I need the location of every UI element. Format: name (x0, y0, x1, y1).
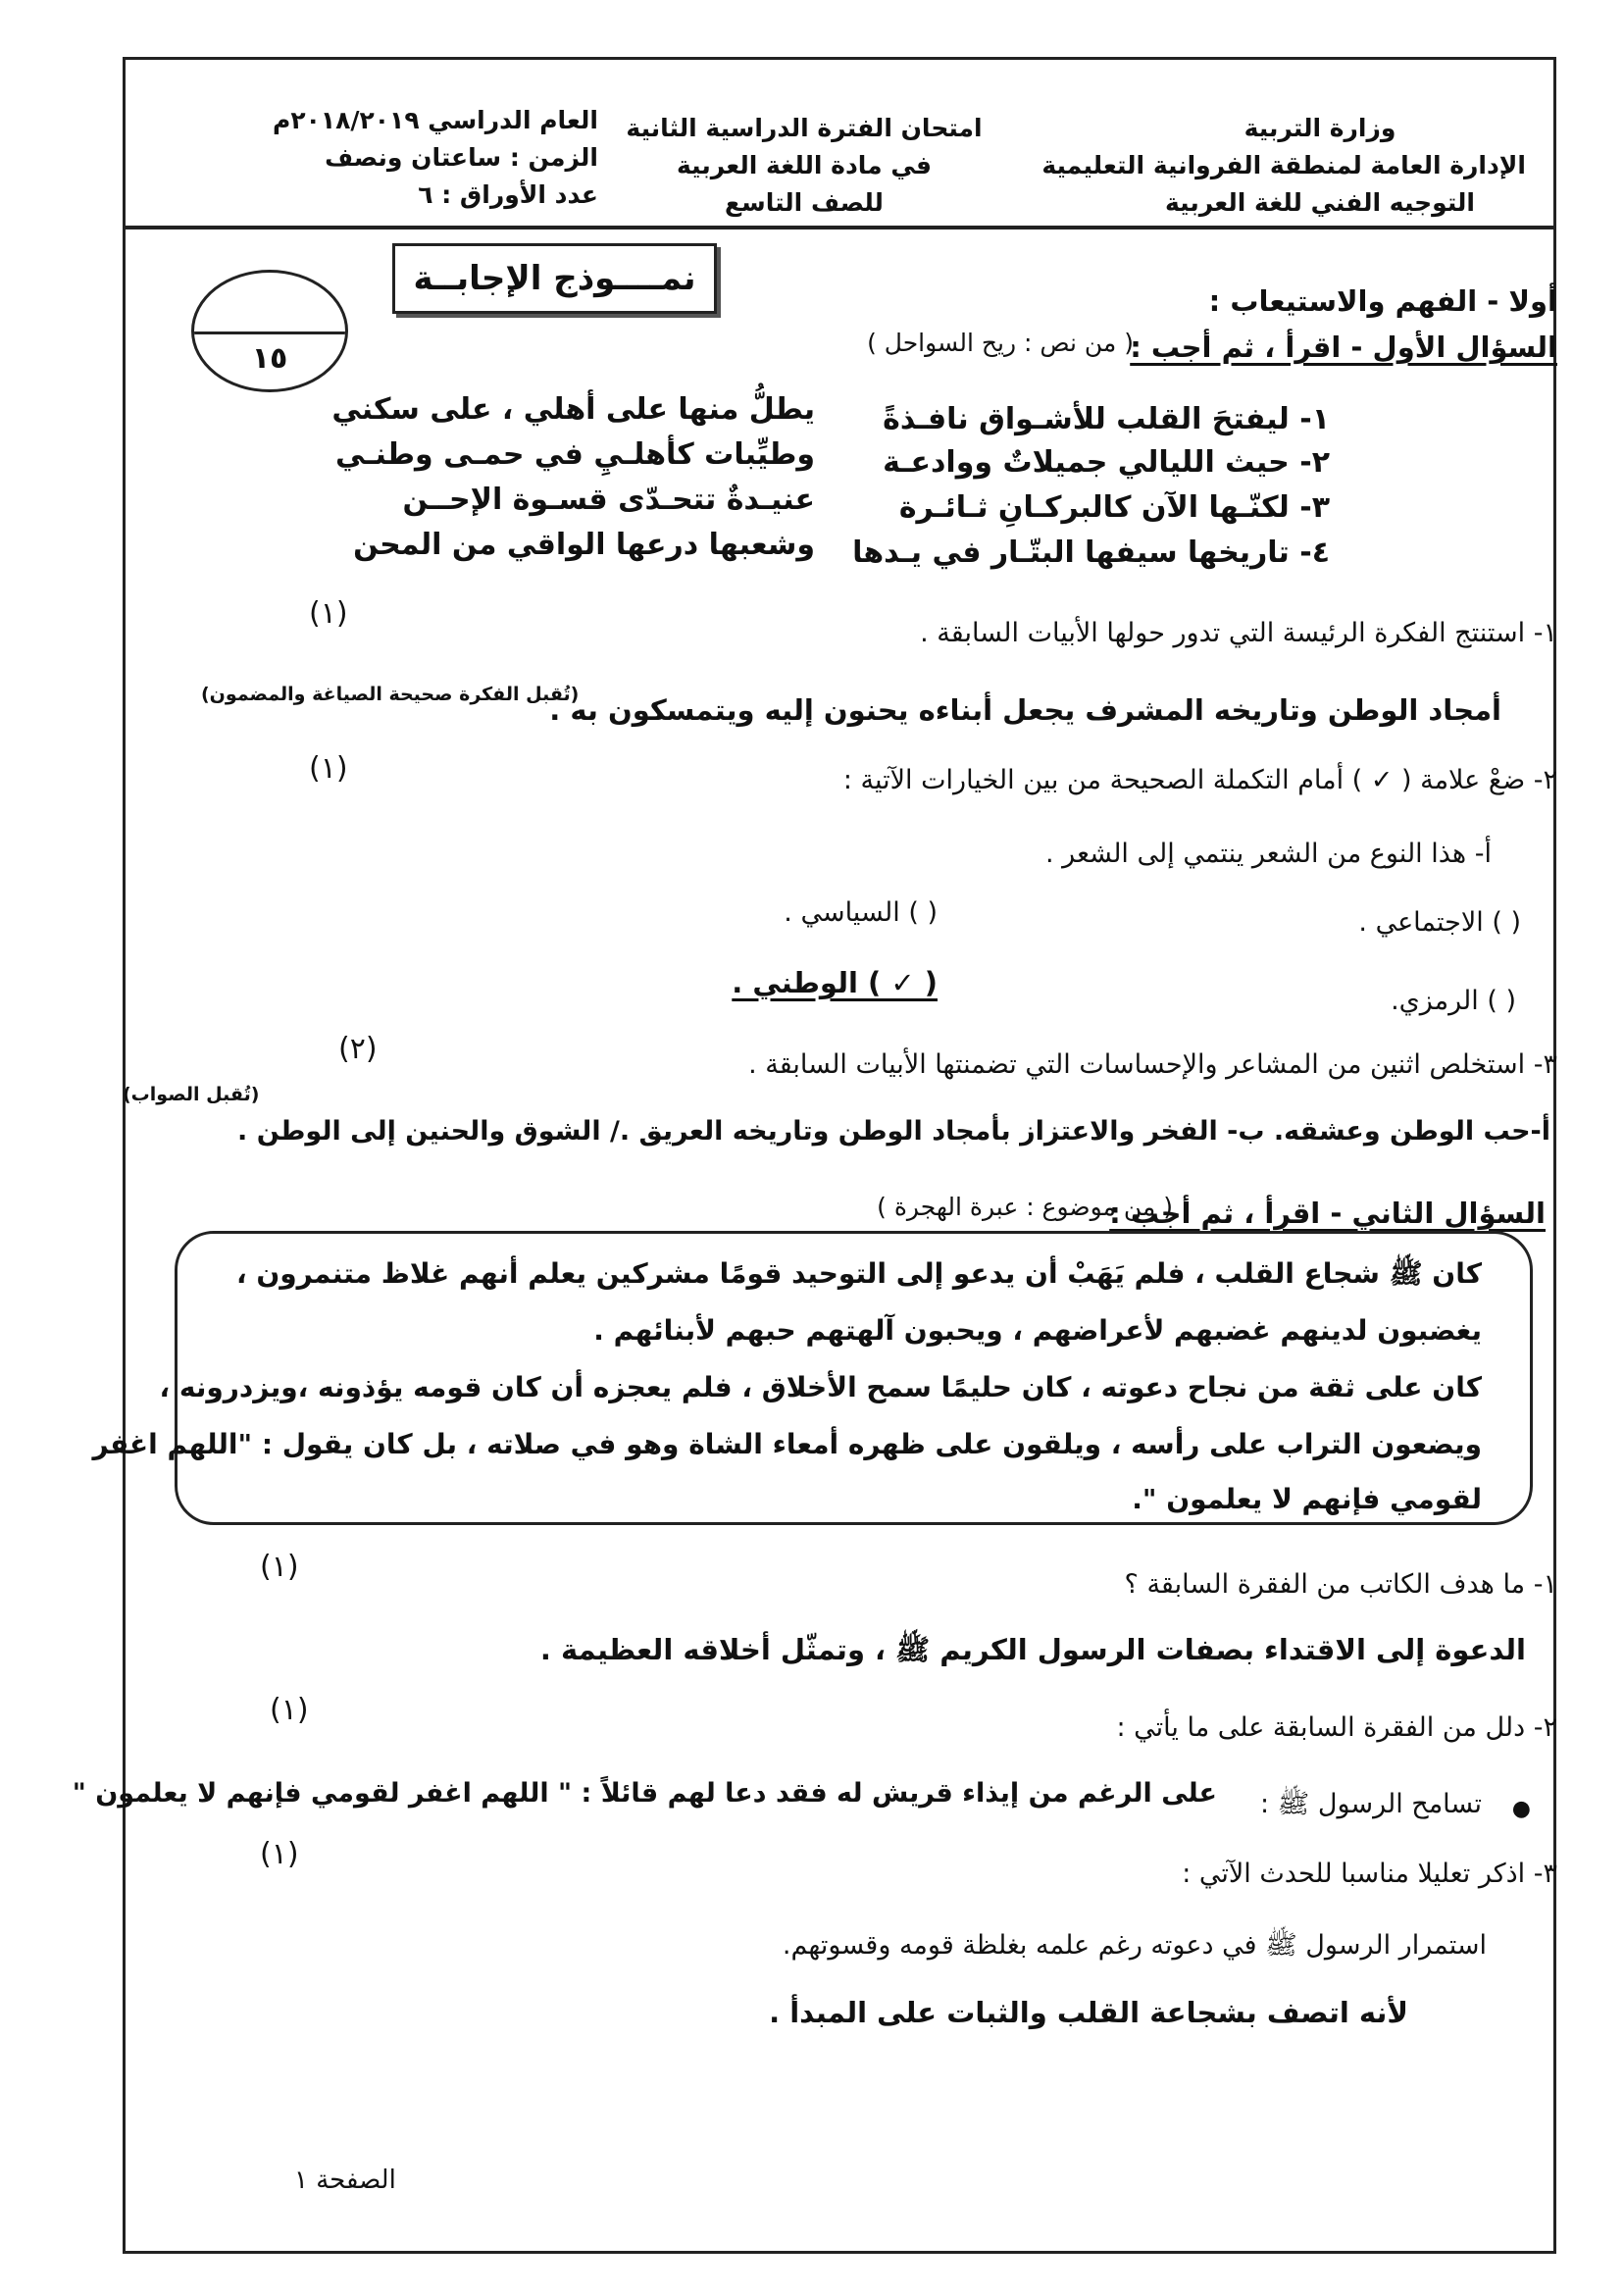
exam-grade: للصف التاسع (725, 188, 884, 217)
q2-item2-question: ٢- دلل من الفقرة السابقة على ما يأتي : (1116, 1712, 1557, 1743)
q1-item3-mark: (٢) (338, 1032, 378, 1066)
question-2-heading: السؤال الثاني - اقرأ ، ثم أجب : (1109, 1197, 1546, 1230)
q1-item3-question: ٣- استخلص اثنين من المشاعر والإحساسات التي تضمنتها الأبيات السابقة . (748, 1049, 1557, 1080)
score-divider (194, 331, 345, 334)
header-right (1041, 110, 1526, 222)
q2-item3-answer: لأنه اتصف بشجاعة القلب والثبات على المبدأ . (769, 1996, 1408, 2029)
passage-line-5: لقومي فإنهم لا يعلمون ". (1132, 1483, 1482, 1515)
poem-line-1-left: يطلُّ منها على أهلي ، على سكني (331, 392, 815, 427)
header-divider (126, 226, 1553, 229)
q1-item3-note: (تُقبل الصواب) (123, 1084, 260, 1105)
section-title: أولا - الفهم والاستيعاب : (1208, 284, 1557, 318)
passage-line-1: كان ﷺ شجاع القلب ، فلم يَهَبْ أن يدعو إلى التوحيد قومًا مشركين يعلم أنهم غلاظ متنمرون ، (235, 1257, 1482, 1290)
q2-item3-question: ٣- اذكر تعليلا مناسبا للحدث الآتي : (1182, 1859, 1557, 1889)
question-1-source: ( من نص : ريح السواحل ) (867, 329, 1134, 357)
header-left (226, 102, 598, 214)
exam-subject: في مادة اللغة العربية (676, 151, 933, 179)
q2-item3-event: استمرار الرسول ﷺ في دعوته رغم علمه بغلظة قومه وقسوتهم. (782, 1930, 1487, 1961)
page-number: الصفحة ١ (294, 2166, 396, 2195)
option-social: ( ) الاجتماعي . (1358, 907, 1521, 938)
poem-line-3-left: عنيـدةٌ تتحـدّى قسـوة الإحــن (402, 483, 815, 517)
academic-year: العام الدراسي ٢٠١٨/٢٠١٩م (273, 106, 598, 134)
sheet-count: عدد الأوراق : ٦ (418, 180, 598, 209)
score-circle (191, 270, 348, 392)
q2-item2-answer: على الرغم من إيذاء قريش له فقد دعا لهم قائلاً : " اللهم اغفر لقومي فإنهم لا يعلمون " (72, 1778, 1217, 1809)
q2-item1-mark: (١) (260, 1550, 299, 1584)
q1-item1-question: ١- استنتج الفكرة الرئيسة التي تدور حولها الأبيات السابقة . (920, 618, 1557, 648)
poem-line-4-left: وشعبها درعها الواقي من المحن (353, 528, 815, 562)
exam-duration: الزمن : ساعتان ونصف (325, 143, 598, 172)
option-symbolic: ( ) الرمزي. (1391, 986, 1516, 1016)
poem-line-4-right: ٤- تاريخها سيفها البتّـار في يـدها (852, 535, 1330, 570)
bullet-icon: ● (1511, 1797, 1531, 1821)
supervision-name: التوجيه الفني للغة العربية (1164, 188, 1475, 217)
q1-item2-sub: أ- هذا النوع من الشعر ينتمي إلى الشعر . (1045, 839, 1492, 869)
passage-line-3: كان على ثقة من نجاح دعوته ، كان حليمًا سمح الأخلاق ، فلم يعجزه أن كان قومه يؤذونه ،ويزدرونه ، (159, 1371, 1482, 1403)
q1-item2-question: ٢- ضعْ علامة ( ✓ ) أمام التكملة الصحيحة من بين الخيارات الآتية : (842, 765, 1557, 795)
poem-line-2-left: وطيِّبات كأهلـيِ في حمـى وطنـي (334, 437, 815, 472)
exam-title: امتحان الفترة الدراسية الثانية (626, 114, 983, 142)
q2-item1-answer: الدعوة إلى الاقتداء بصفات الرسول الكريم ﷺ ، وتمثّل أخلاقه العظيمة . (539, 1633, 1526, 1666)
q1-item1-answer: أمجاد الوطن وتاريخه المشرف يجعل أبناءه يحنون إليه ويتمسكون به . (549, 693, 1501, 727)
q2-item1-question: ١- ما هدف الكاتب من الفقرة السابقة ؟ (1124, 1569, 1557, 1600)
q2-item2-mark: (١) (270, 1693, 309, 1727)
total-score: ١٥ (251, 341, 288, 376)
q2-item2-bullet-label: تسامح الرسول ﷺ : (1260, 1789, 1482, 1819)
q1-item1-mark: (١) (309, 596, 348, 631)
question-1-heading: السؤال الأول - اقرأ ، ثم أجب : (1130, 331, 1557, 364)
poem-line-3-right: ٣- لكنّـها الآن كالبركـانِ ثـائـرة (898, 490, 1330, 525)
poem-line-1-right: ١- ليفتحَ القلب للأشـواق نافـذةً (883, 402, 1330, 436)
q1-item1-note: (تُقبل الفكرة صحيحة الصياغة والمضمون) (201, 684, 580, 705)
option-patriotic-selected: ( ✓ ) الوطني . (732, 966, 938, 999)
passage-line-2: يغضبون لدينهم غضبهم لأعراضهم ، ويحبون آلهتهم حبهم لأبنائهم . (593, 1314, 1482, 1347)
q1-item3-answer: أ-حب الوطن وعشقه. ب- الفخر والاعتزاز بأمجاد الوطن وتاريخه العريق ./ الشوق والحنين إلى الوطن . (237, 1116, 1550, 1147)
directorate-name: الإدارة العامة لمنطقة الفروانية التعليمية (1041, 151, 1526, 179)
option-political: ( ) السياسي . (784, 897, 938, 928)
q2-item3-mark: (١) (260, 1837, 299, 1871)
answer-key-title: نمــــوذج الإجابــة (392, 243, 717, 314)
passage-line-4: ويضعون التراب على رأسه ، ويلقون على ظهره أمعاء الشاة وهو في صلاته ، بل كان يقول : "اللهم اغفر (92, 1428, 1482, 1460)
ministry-name: وزارة التربية (1243, 114, 1396, 142)
header-center (608, 110, 1000, 222)
poem-line-2-right: ٢- حيث الليالي جميلاتٌ ووادعـة (883, 445, 1330, 480)
question-2-source: ( من موضوع : عبرة الهجرة ) (877, 1193, 1173, 1221)
q1-item2-mark: (١) (309, 751, 348, 786)
page-border (123, 57, 1556, 2254)
